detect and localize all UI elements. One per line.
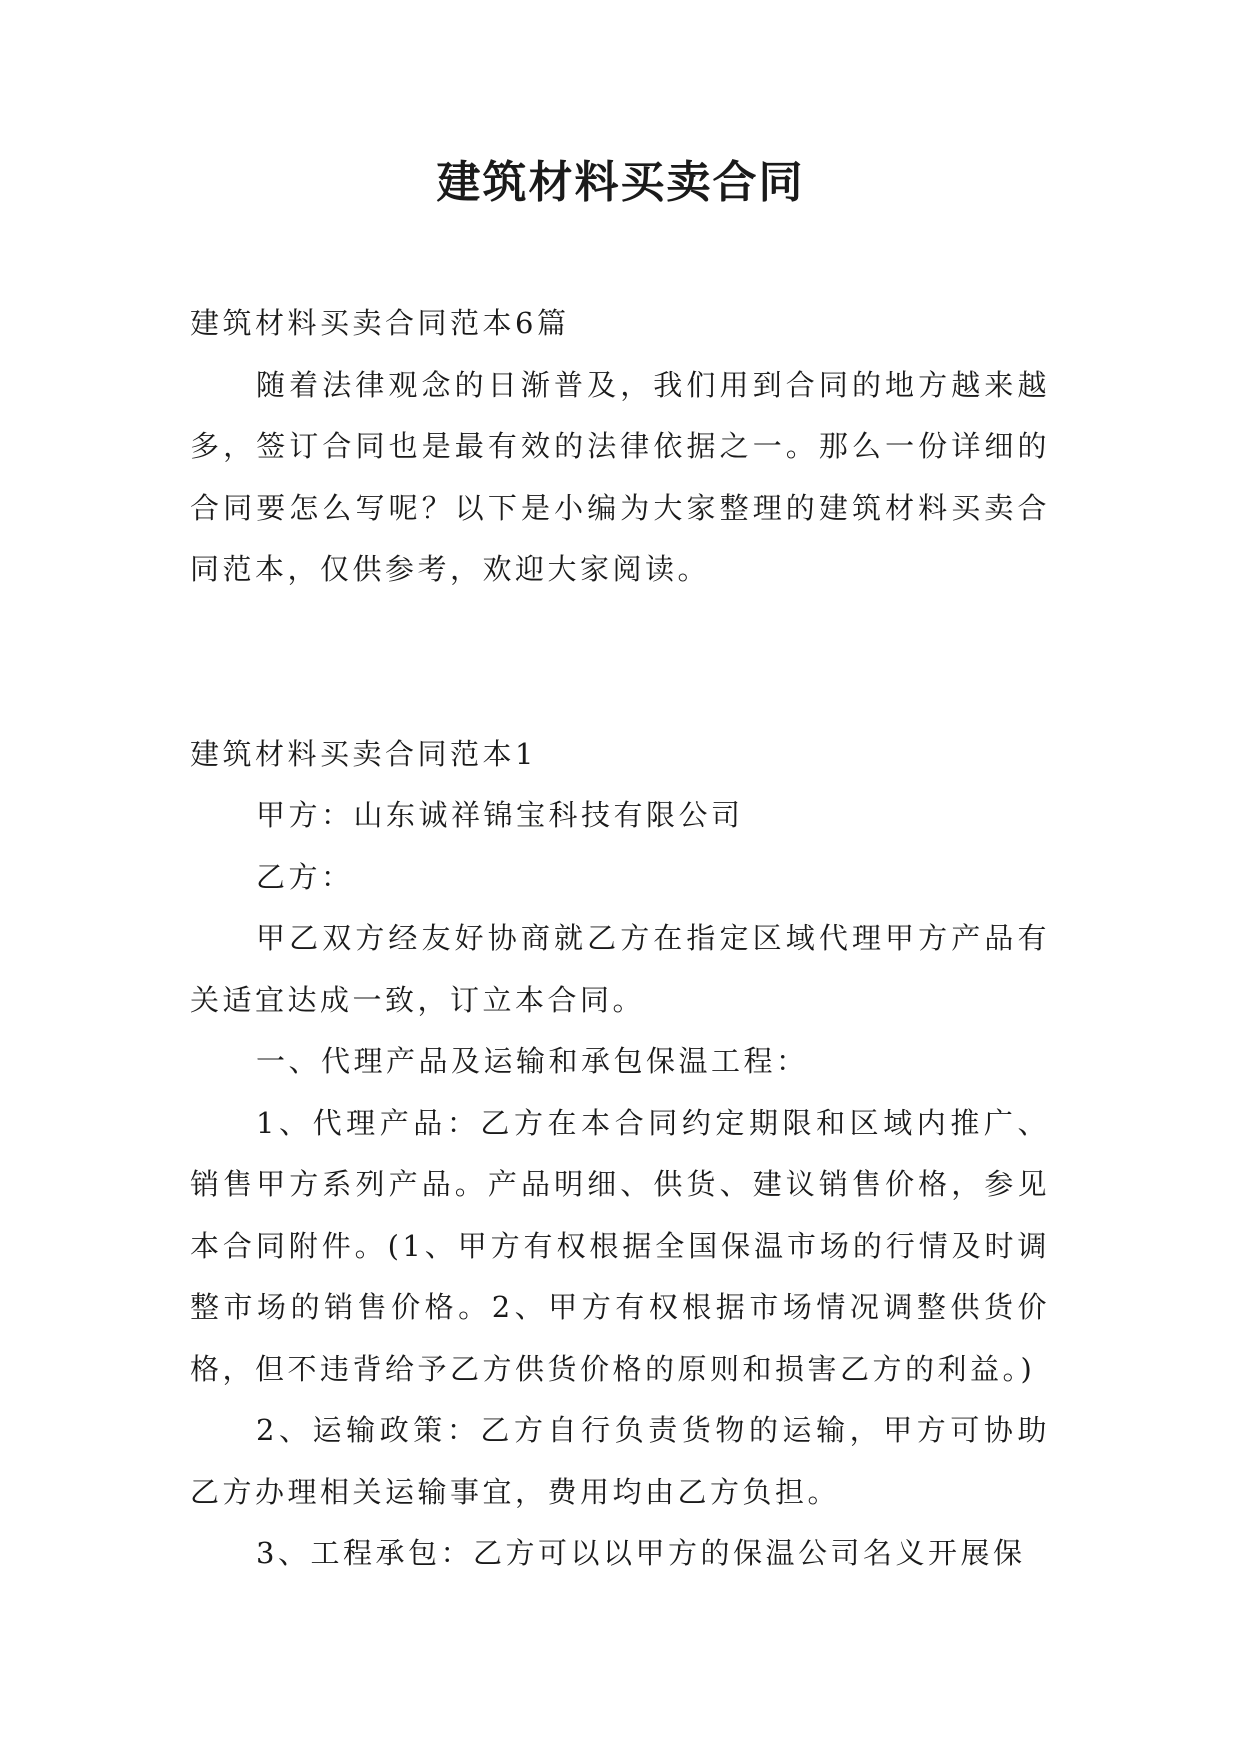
clause-item-3: 3、工程承包：乙方可以以甲方的保温公司名义开展保 <box>256 1536 1026 1570</box>
document-title: 建筑材料买卖合同 <box>436 157 805 208</box>
party-b-line: 乙方： <box>256 859 354 894</box>
section-spacer <box>190 601 1050 724</box>
clause-item-1: 1、代理产品：乙方在本合同约定期限和区域内推广、销售甲方系列产品。产品明细、供货、建议销售价格，参见本合同附件。(1、甲方有权根据全国保温市场的行情及时调整市场的销售价格。2、甲方有权根据市场情况调整供货价格，但不违背给予乙方供货价格的原则和损害乙方的利益。) <box>190 1105 1050 1386</box>
preamble-paragraph: 甲乙双方经友好协商就乙方在指定区域代理甲方产品有关适宜达成一致，订立本合同。 <box>190 921 1050 1017</box>
party-a-line: 甲方：山东诚祥锦宝科技有限公司 <box>256 798 744 832</box>
section-heading: 建筑材料买卖合同范本1 <box>190 736 537 771</box>
intro-paragraph: 随着法律观念的日渐普及，我们用到合同的地方越来越多，签订合同也是最有效的法律依据之一。那么一份详细的合同要怎么写呢？以下是小编为大家整理的建筑材料买卖合同范本，仅供参考，欢迎大家阅读。 <box>190 367 1050 586</box>
clause-item-2: 2、运输政策：乙方自行负责货物的运输，甲方可协助乙方办理相关运输事宜，费用均由乙方负担。 <box>190 1413 1050 1509</box>
clause-heading: 一、代理产品及运输和承包保温工程： <box>256 1044 809 1078</box>
document-body <box>190 293 1050 1585</box>
document-subtitle: 建筑材料买卖合同范本6篇 <box>190 306 570 340</box>
